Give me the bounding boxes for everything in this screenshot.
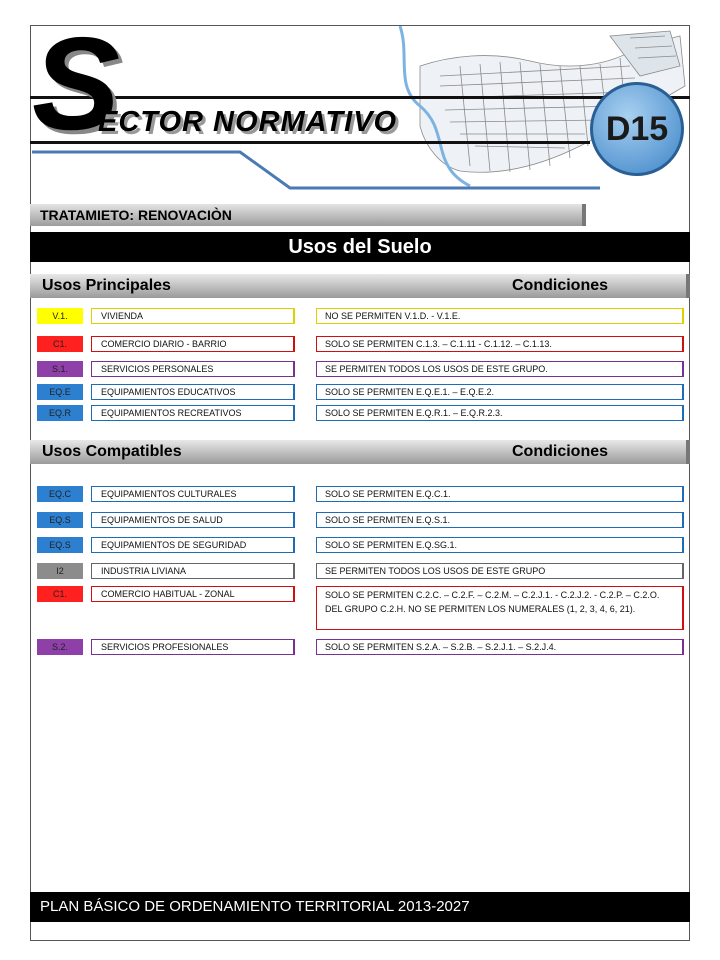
use-code-tag: C1. [37,586,83,602]
use-code-tag: EQ.C [37,486,83,502]
use-name: EQUIPAMIENTOS DE SALUD [91,512,295,528]
use-code-tag: S.1. [37,361,83,377]
use-condition: SE PERMITEN TODOS LOS USOS DE ESTE GRUPO. [316,361,684,377]
principales-conditions-title: Condiciones [512,277,609,294]
header-top-rule [30,96,690,99]
use-code-tag: EQ.S [37,512,83,528]
use-code-tag: EQ.R [37,405,83,421]
use-condition: SE PERMITEN TODOS LOS USOS DE ESTE GRUPO [316,563,684,579]
sector-badge: D15 [590,82,684,176]
use-condition: SOLO SE PERMITEN S.2.A. – S.2.B. – S.2.J.1. – S.2.J.4. [316,639,684,655]
compatibles-conditions-title: Condiciones [512,443,609,460]
use-condition: SOLO SE PERMITEN C.1.3. – C.1.11 - C.1.12. – C.1.13. [316,336,684,352]
principales-header [30,274,690,298]
use-code-tag: I2 [37,563,83,579]
use-code-tag: EQ.S [37,537,83,553]
use-code-tag: V.1. [37,308,83,324]
use-name: EQUIPAMIENTOS DE SEGURIDAD [91,537,295,553]
use-name: COMERCIO HABITUAL - ZONAL [91,586,295,602]
compatibles-header [30,440,690,464]
principales-title: Usos Principales [42,277,171,294]
title-initial: S [32,10,121,157]
use-condition: SOLO SE PERMITEN E.Q.C.1. [316,486,684,502]
footer-bar: PLAN BÁSICO DE ORDENAMIENTO TERRITORIAL 2013-2027 [30,892,690,922]
use-condition: NO SE PERMITEN V.1.D. - V.1.E. [316,308,684,324]
use-condition: SOLO SE PERMITEN C.2.C. – C.2.F. – C.2.M. – C.2.J.1. - C.2.J.2. - C.2.P. – C.2.O. DEL GRUPO C.2.H. NO SE PERMITEN LOS NUMERALES (1, 2, 3, 4, 6, 21). [316,586,684,630]
use-name: VIVIENDA [91,308,295,324]
use-name: EQUIPAMIENTOS EDUCATIVOS [91,384,295,400]
compatibles-title: Usos Compatibles [42,443,182,460]
use-name: SERVICIOS PERSONALES [91,361,295,377]
use-code-tag: C1. [37,336,83,352]
use-condition: SOLO SE PERMITEN E.Q.E.1. – E.Q.E.2. [316,384,684,400]
usos-suelo-header: Usos del Suelo [30,232,690,262]
use-name: COMERCIO DIARIO - BARRIO [91,336,295,352]
use-name: INDUSTRIA LIVIANA [91,563,295,579]
tratamiento-bar: TRATAMIETO: RENOVACIÒN [30,204,586,226]
use-condition: SOLO SE PERMITEN E.Q.SG.1. [316,537,684,553]
use-name: EQUIPAMIENTOS CULTURALES [91,486,295,502]
use-code-tag: S.2. [37,639,83,655]
use-condition: SOLO SE PERMITEN E.Q.S.1. [316,512,684,528]
page-title: ECTOR NORMATIVO [98,106,398,138]
use-name: EQUIPAMIENTOS RECREATIVOS [91,405,295,421]
use-name: SERVICIOS PROFESIONALES [91,639,295,655]
use-code-tag: EQ.E [37,384,83,400]
use-condition: SOLO SE PERMITEN E.Q.R.1. – E.Q.R.2.3. [316,405,684,421]
